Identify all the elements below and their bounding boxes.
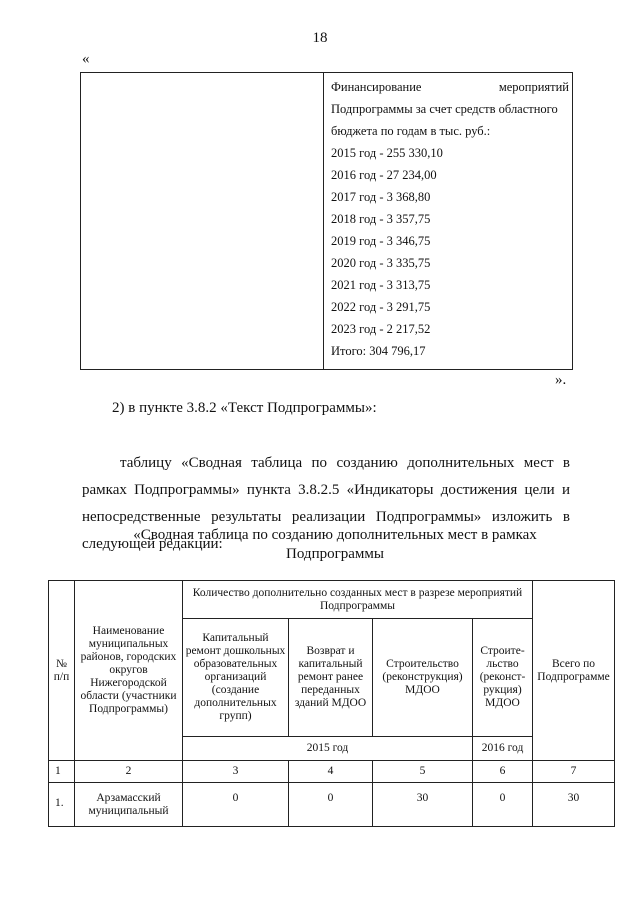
header-construction-2016: Строите-льство (реконст-рукция) МДОО [473, 619, 533, 737]
financing-heading-word-1: Финансирование [331, 80, 422, 94]
financing-line: Подпрограммы за счет средств областного [331, 102, 558, 116]
financing-text [331, 76, 569, 362]
financing-heading [331, 76, 569, 98]
row-value-construction-2016: 0 [473, 783, 533, 827]
row-value-total: 30 [533, 783, 615, 827]
header-year-2015: 2015 год [183, 737, 473, 761]
table-title-line-2: Подпрограммы [286, 546, 384, 562]
financing-line: бюджета по годам в тыс. руб.: [331, 124, 491, 138]
header-year-2016: 2016 год [473, 737, 533, 761]
header-return-repair: Возврат и капитальный ремонт ранее переданных зданий МДОО [289, 619, 373, 737]
financing-year-2017: 2017 год - 3 368,80 [331, 190, 431, 204]
closing-quote: ». [555, 372, 567, 388]
column-number: 3 [183, 761, 289, 783]
financing-total: Итого: 304 796,17 [331, 344, 426, 358]
opening-quote: « [82, 51, 90, 67]
column-number-row [49, 761, 615, 783]
financing-year-2019: 2019 год - 3 346,75 [331, 234, 431, 248]
summary-table [48, 580, 615, 827]
column-number: 4 [289, 761, 373, 783]
row-num: 1. [49, 783, 75, 827]
row-name: Арзамасский муниципальный [75, 783, 183, 827]
column-number: 2 [75, 761, 183, 783]
header-group: Количество дополнительно созданных мест в разрезе мероприятий Подпрограммы [183, 581, 533, 619]
financing-year-2016: 2016 год - 27 234,00 [331, 168, 437, 182]
column-number: 6 [473, 761, 533, 783]
financing-year-2021: 2021 год - 3 313,75 [331, 278, 431, 292]
financing-year-2023: 2023 год - 2 217,52 [331, 322, 431, 336]
column-number: 5 [373, 761, 473, 783]
amendment-item: 2) в пункте 3.8.2 «Текст Подпрограммы»: [112, 400, 377, 416]
header-construction-2015: Строительство (реконструкция) МДОО [373, 619, 473, 737]
row-value-return-repair: 0 [289, 783, 373, 827]
financing-heading-word-2: мероприятий [498, 80, 569, 94]
header-name: Наименование муниципальных районов, городских округов Нижегородской области (участники Подпрограммы) [75, 581, 183, 761]
financing-year-2022: 2022 год - 3 291,75 [331, 300, 431, 314]
header-row-group [49, 581, 615, 619]
column-number: 1 [49, 761, 75, 783]
financing-divider [323, 73, 324, 369]
table-row [49, 783, 615, 827]
header-total: Всего по Подпрограмме [533, 581, 615, 761]
amendment-body-text: таблицу «Сводная таблица по созданию дополнительных мест в рамках Подпрограммы» пункта 3.8.2.5 «Индикаторы достижения цели и непосредственные результаты реализации Подпрограммы» изложить в следующей редакции: [82, 455, 570, 552]
row-value-cap-repair: 0 [183, 783, 289, 827]
column-number: 7 [533, 761, 615, 783]
financing-year-2015: 2015 год - 255 330,10 [331, 146, 443, 160]
header-cap-repair: Капитальный ремонт дошкольных образовательных организаций (создание дополнительных групп) [183, 619, 289, 737]
table-title [80, 526, 590, 564]
header-num: № п/п [49, 581, 75, 761]
table-title-line-1: «Сводная таблица по созданию дополнительных мест в рамках [133, 527, 537, 543]
row-value-construction-2015: 30 [373, 783, 473, 827]
financing-box [80, 72, 573, 370]
financing-year-2018: 2018 год - 3 357,75 [331, 212, 431, 226]
page-number: 18 [312, 30, 328, 46]
financing-year-2020: 2020 год - 3 335,75 [331, 256, 431, 270]
